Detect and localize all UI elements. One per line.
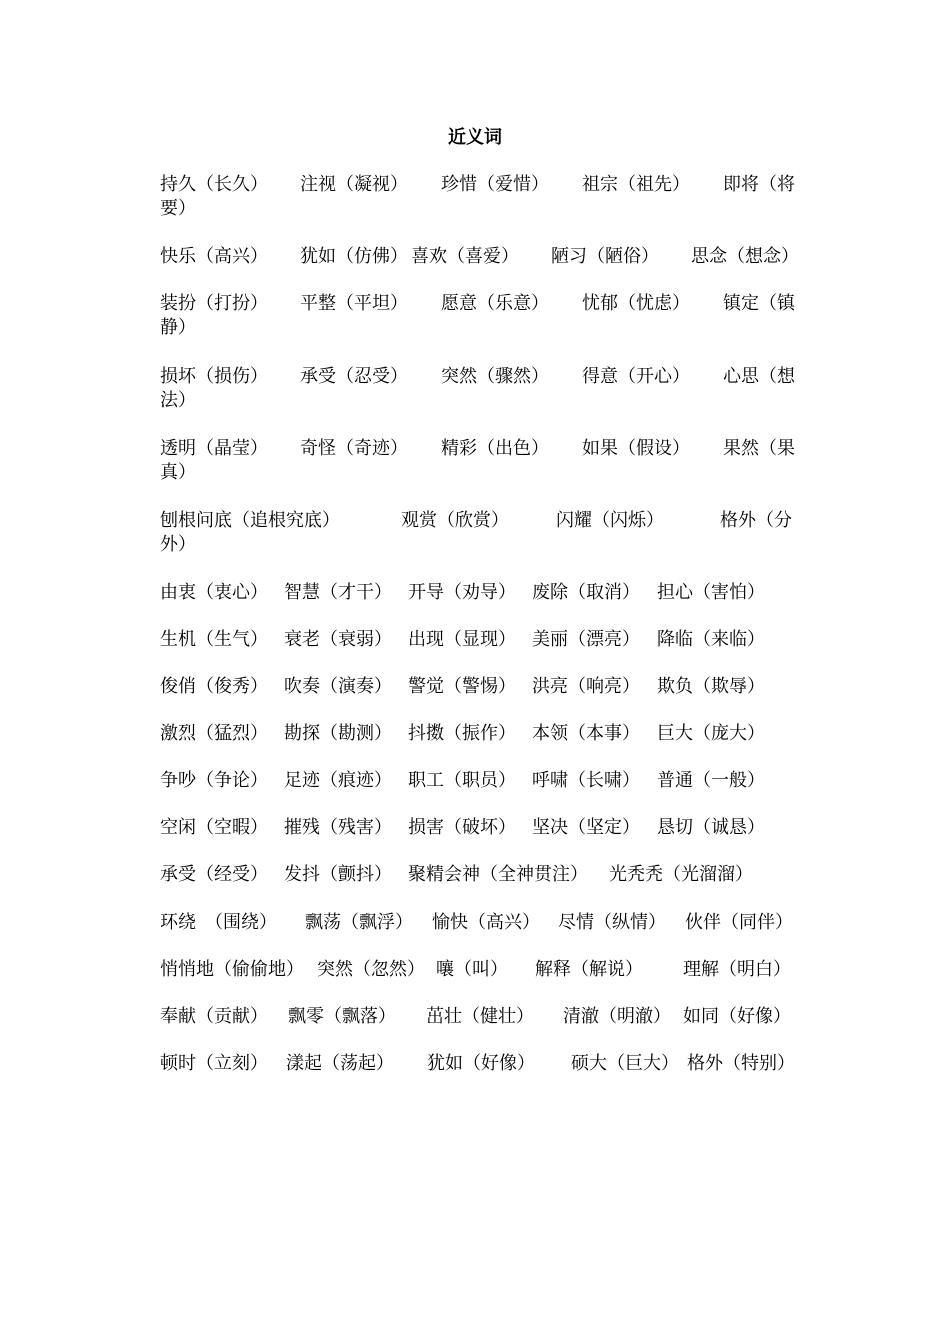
synonym-pair: 足迹（痕迹）	[284, 770, 392, 791]
synonym-pair: 嚷（叫）	[436, 959, 508, 980]
synonym-pair: 突然（忽然）	[317, 959, 425, 980]
synonym-pair: 损害（破坏）	[408, 817, 516, 838]
synonym-pair: 坚决（坚定）	[532, 817, 640, 838]
text-line	[160, 509, 800, 533]
synonym-pair: 如果（假设）	[582, 438, 690, 459]
synonym-pair: 开导（劝导）	[408, 582, 516, 603]
text-line	[160, 722, 800, 746]
text-line	[160, 389, 800, 413]
text-line	[160, 863, 800, 887]
synonym-pair: 平整（平坦）	[300, 293, 408, 314]
synonym-pair: 奉献（贡献）	[160, 1006, 268, 1027]
synonym-pair: 俊俏（俊秀）	[160, 676, 268, 697]
synonym-pair: 格外（分	[720, 510, 792, 531]
synonym-pair: 争吵（争论）	[160, 770, 268, 791]
synonym-pair: 格外（特别）	[687, 1053, 795, 1074]
synonym-pair: 职工（职员）	[408, 770, 516, 791]
synonym-pair: 观赏（欣赏）	[401, 510, 509, 531]
text-line	[160, 628, 800, 652]
synonym-pair: 理解（明白）	[683, 959, 791, 980]
text-line	[160, 316, 800, 340]
text-line	[160, 1005, 800, 1029]
synonym-pair: 承受（经受）	[160, 864, 268, 885]
synonym-pair: 漾起（荡起）	[286, 1053, 394, 1074]
synonym-pair: 刨根问底（追根究底）	[160, 510, 340, 531]
synonym-pair: 环绕 （围绕）	[160, 912, 277, 933]
synonym-pair: 忧郁（忧虑）	[582, 293, 690, 314]
synonym-pair: 犹如（仿佛）	[300, 246, 408, 267]
synonym-pair: 本领（本事）	[532, 723, 640, 744]
synonym-pair: 突然（骤然）	[441, 366, 549, 387]
synonym-pair: 欺负（欺辱）	[657, 676, 765, 697]
text-line	[160, 769, 800, 793]
synonym-pair: 果然（果	[723, 438, 795, 459]
synonym-pair: 犹如（好像）	[427, 1053, 535, 1074]
synonym-pair: 担心（害怕）	[657, 582, 765, 603]
synonym-pair: 聚精会神（全神贯注）	[408, 864, 588, 885]
synonym-pair: 出现（显现）	[408, 629, 516, 650]
synonym-pair: 得意（开心）	[582, 366, 690, 387]
synonym-pair: 降临（来临）	[657, 629, 765, 650]
synonym-pair: 喜欢（喜爱）	[411, 246, 519, 267]
synonym-pair: 解释（解说）	[535, 959, 643, 980]
text-line	[160, 365, 800, 389]
page-title: 近义词	[448, 127, 502, 148]
synonym-pair: 镇定（镇	[723, 293, 795, 314]
synonym-pair: 空闲（空暇）	[160, 817, 268, 838]
synonym-pair: 发抖（颤抖）	[284, 864, 392, 885]
synonym-pair: 衰老（衰弱）	[284, 629, 392, 650]
synonym-pair: 透明（晶莹）	[160, 438, 268, 459]
synonym-pair: 抖擞（振作）	[408, 723, 516, 744]
synonym-pair: 奇怪（奇迹）	[300, 438, 408, 459]
synonym-pair: 巨大（庞大）	[657, 723, 765, 744]
synonym-pair: 真）	[160, 462, 196, 483]
synonym-pair: 废除（取消）	[532, 582, 640, 603]
synonym-pair: 心思（想	[723, 366, 795, 387]
synonym-pair: 由衷（衷心）	[160, 582, 268, 603]
synonym-pair: 即将（将	[723, 174, 795, 195]
synonym-pair: 尽情（纵情）	[558, 912, 666, 933]
text-line	[160, 245, 800, 269]
synonym-pair: 愿意（乐意）	[441, 293, 549, 314]
synonym-pair: 顿时（立刻）	[160, 1053, 268, 1074]
synonym-pair: 茁壮（健壮）	[426, 1006, 534, 1027]
synonym-pair: 外）	[160, 534, 196, 555]
text-line	[160, 911, 800, 935]
synonym-pair: 激烈（猛烈）	[160, 723, 268, 744]
synonym-pair: 恳切（诚恳）	[657, 817, 765, 838]
synonym-pair: 静）	[160, 317, 196, 338]
text-line	[160, 958, 800, 982]
synonym-pair: 持久（长久）	[160, 174, 268, 195]
text-line	[160, 292, 800, 316]
synonym-pair: 硕大（巨大）	[571, 1053, 679, 1074]
synonym-pair: 生机（生气）	[160, 629, 268, 650]
synonym-pair: 伙伴（同伴）	[685, 912, 793, 933]
synonym-pair: 承受（忍受）	[300, 366, 408, 387]
text-line	[160, 1052, 800, 1076]
synonym-pair: 闪耀（闪烁）	[556, 510, 664, 531]
synonym-pair: 快乐（高兴）	[160, 246, 268, 267]
synonym-pair: 吹奏（演奏）	[284, 676, 392, 697]
text-line	[160, 581, 800, 605]
synonym-pair: 光秃秃（光溜溜）	[609, 864, 753, 885]
synonym-pair: 装扮（打扮）	[160, 293, 268, 314]
synonym-pair: 珍惜（爱惜）	[441, 174, 549, 195]
synonym-pair: 损坏（损伤）	[160, 366, 268, 387]
text-line	[160, 816, 800, 840]
synonym-pair: 呼啸（长啸）	[532, 770, 640, 791]
synonym-pair: 摧残（残害）	[284, 817, 392, 838]
synonym-pair: 精彩（出色）	[441, 438, 549, 459]
synonym-pair: 普通（一般）	[657, 770, 765, 791]
synonym-pair: 祖宗（祖先）	[582, 174, 690, 195]
synonym-pair: 飘荡（飘浮）	[305, 912, 413, 933]
synonym-pair: 法）	[160, 390, 196, 411]
synonym-pair: 智慧（才干）	[284, 582, 392, 603]
text-line	[160, 533, 800, 557]
synonym-pair: 悄悄地（偷偷地）	[160, 959, 304, 980]
synonym-pair: 注视（凝视）	[300, 174, 408, 195]
synonym-pair: 飘零（飘落）	[288, 1006, 396, 1027]
text-line	[160, 461, 800, 485]
text-line	[160, 197, 800, 221]
synonym-pair: 美丽（漂亮）	[532, 629, 640, 650]
text-line	[160, 675, 800, 699]
text-line	[160, 173, 800, 197]
synonym-pair: 陋习（陋俗）	[551, 246, 659, 267]
synonym-pair: 清澈（明澈）	[563, 1006, 671, 1027]
synonym-pair: 警觉（警惕）	[408, 676, 516, 697]
synonym-pair: 思念（想念）	[691, 246, 799, 267]
synonym-pair: 洪亮（响亮）	[532, 676, 640, 697]
text-line	[160, 437, 800, 461]
synonym-pair: 愉快（高兴）	[432, 912, 540, 933]
synonym-pair: 勘探（勘测）	[284, 723, 392, 744]
synonym-pair: 要）	[160, 198, 196, 219]
synonym-pair: 如同（好像）	[683, 1006, 791, 1027]
